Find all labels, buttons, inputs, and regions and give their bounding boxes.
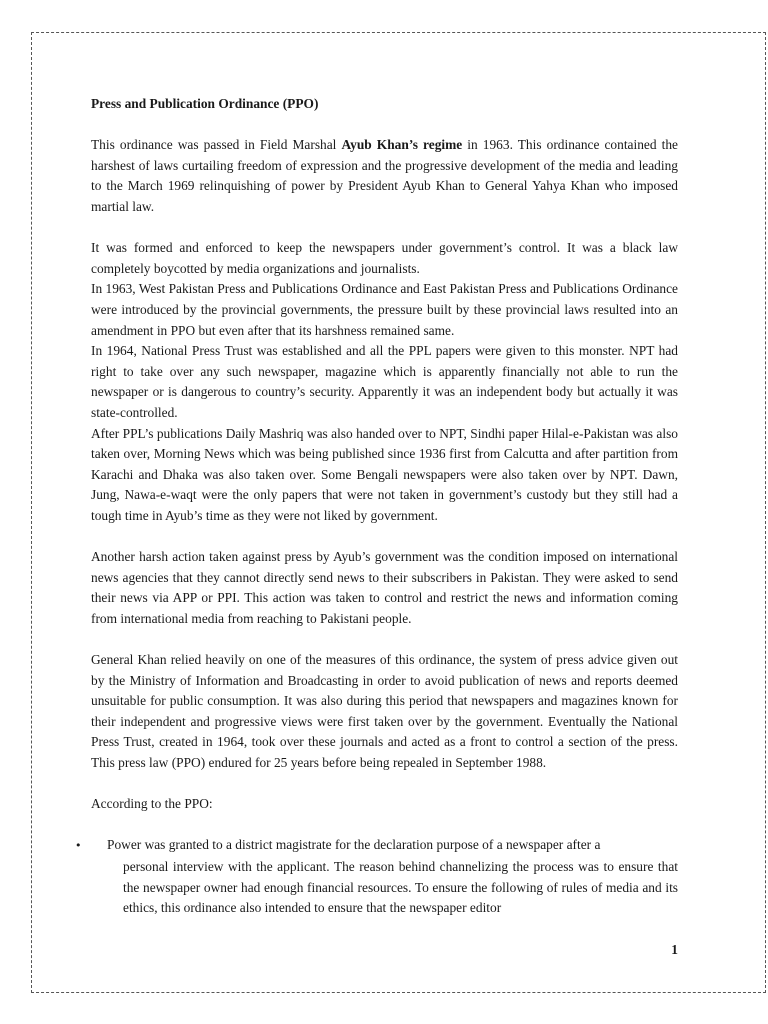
- bullet-list: [91, 835, 678, 918]
- paragraph-according: According to the PPO:: [91, 796, 213, 812]
- bullet-item-first-line: Power was granted to a district magistrate for the declaration purpose of a newspaper after a: [107, 837, 601, 853]
- paragraph-1964: In 1964, National Press Trust was established and all the PPL papers were given to this monster. NPT had right to take over any such newspaper, magazine which is apparently financially not able to run the newspaper or is dangerous to country’s security. Apparently it was an independent body but actually it was state-controlled.: [91, 343, 678, 420]
- paragraph-agencies: Another harsh action taken against press by Ayub’s government was the condition imposed on international news agencies that they cannot directly send news to their subscribers in Pakistan. They were asked to send their news via APP or PPI. This action was taken to control and restrict the news and information coming from international media from reaching to Pakistani people.: [91, 549, 678, 626]
- paragraph-intro-start: This ordinance was passed in Field Marshal: [91, 137, 342, 153]
- document-title: Press and Publication Ordinance (PPO): [91, 96, 319, 111]
- page-number: 1: [671, 942, 678, 957]
- paragraph-ppl: After PPL’s publications Daily Mashriq was also handed over to NPT, Sindhi paper Hilal-e-Pakistan was also taken over, Morning News which was being published since 1936 first from Calcutta and after partition from Karachi and Dhaka was also taken over. Some Bengali newspapers were also taken over by NPT. Dawn, Jung, Nawa-e-waqt were the only papers that were not taken in government’s custody but they still had a tough time in Ayub’s time as they were not liked by government.: [91, 425, 678, 523]
- bullet-item: [91, 835, 678, 918]
- document-body: [91, 94, 678, 919]
- paragraph-formed: It was formed and enforced to keep the newspapers under government’s control. It was a black law completely boycotted by media organizations and journalists.: [91, 240, 678, 276]
- bullet-item-continued: personal interview with the applicant. The reason behind channelizing the process was to ensure that the newspaper owner had enough financial resources. To ensure the following of rules of media and its ethics, this ordinance also intended to ensure that the newspaper editor: [123, 858, 678, 916]
- paragraph-intro: [91, 135, 678, 217]
- paragraph-press-advice: General Khan relied heavily on one of the measures of this ordinance, the system of press advice given out by the Ministry of Information and Broadcasting in order to avoid publication of news and reports deemed unsuitable for public consumption. It was also during this period that newspapers and magazines known for their independent and progressive views were first taken over by the government. Eventually the National Press Trust, created in 1964, took over these journals and acted as a front to control a section of the press. This press law (PPO) endured for 25 years before being repealed in September 1988.: [91, 652, 678, 770]
- paragraph-intro-bold: Ayub Khan’s regime: [341, 137, 463, 153]
- bullet-icon: [91, 835, 107, 857]
- paragraph-intro-end: in 1963. This ordinance contained the harshest of laws curtailing freedom of expression and the progressive development of the media and leading to the March 1969 relinquishing of power by President Ayub Khan to General Yahya Khan who imposed martial law.: [91, 137, 678, 214]
- paragraph-1963: In 1963, West Pakistan Press and Publications Ordinance and East Pakistan Press and Publications Ordinance were introduced by the provincial governments, the pressure built by these provincial laws resulted into an amendment in PPO but even after that its harshness remained same.: [91, 281, 678, 338]
